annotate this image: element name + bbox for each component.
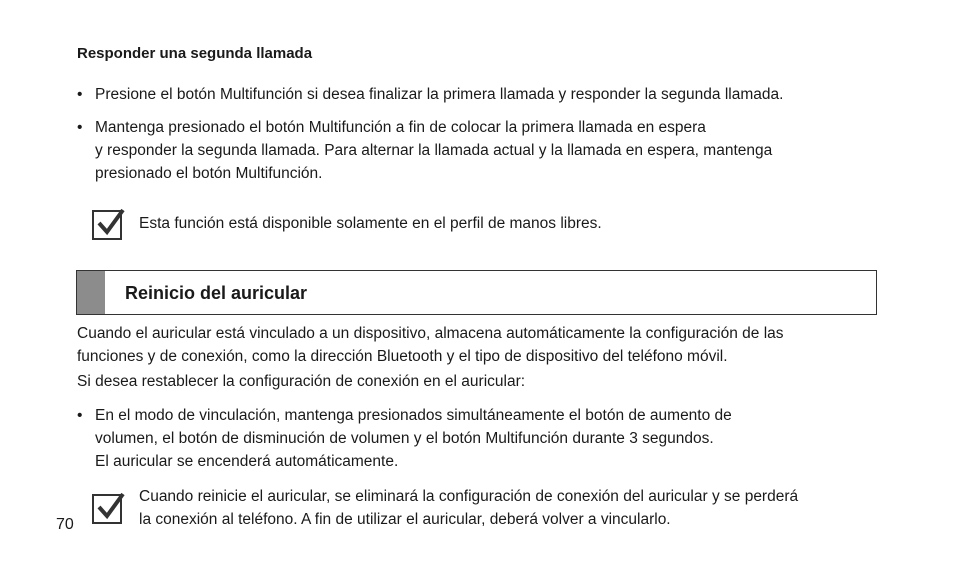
paragraph-line: Si desea restablecer la configuración de conexión en el auricular: xyxy=(77,373,526,390)
list-item-line: En el modo de vinculación, mantenga presionados simultáneamente el botón de aumento de xyxy=(95,407,732,424)
list-item-line: presionado el botón Multifunción. xyxy=(95,165,323,182)
bullet-marker: • xyxy=(77,407,83,424)
subsection-title: Responder una segunda llamada xyxy=(77,45,313,62)
note-line: Cuando reinicie el auricular, se eliminará la configuración de conexión del auricular y se perderá xyxy=(139,488,799,505)
bullet-marker: • xyxy=(77,86,83,103)
note-text: Esta función está disponible solamente en el perfil de manos libres. xyxy=(139,215,602,232)
section-tab-marker xyxy=(77,271,105,314)
list-item-line: volumen, el botón de disminución de volumen y el botón Multifunción durante 3 segundos. xyxy=(95,430,714,447)
list-item-line: Mantenga presionado el botón Multifunción a fin de colocar la primera llamada en espera xyxy=(95,119,706,136)
note-line: la conexión al teléfono. A fin de utilizar el auricular, deberá volver a vincularlo. xyxy=(139,511,671,528)
checkmark-icon xyxy=(92,494,122,524)
paragraph-line: funciones y de conexión, como la dirección Bluetooth y el tipo de dispositivo del teléfono móvil. xyxy=(77,348,728,365)
body-paragraph xyxy=(77,322,897,393)
list-item-text: Presione el botón Multifunción si desea finalizar la primera llamada y responder la segunda llamada. xyxy=(95,86,784,103)
note-text xyxy=(139,485,899,531)
section-title: Reinicio del auricular xyxy=(125,283,308,303)
section-header xyxy=(76,270,877,315)
paragraph-line: Cuando el auricular está vinculado a un dispositivo, almacena automáticamente la configuración de las xyxy=(77,325,784,342)
checkmark-icon xyxy=(92,210,122,240)
list-item-line: y responder la segunda llamada. Para alternar la llamada actual y la llamada en espera, mantenga xyxy=(95,142,773,159)
page-number: 70 xyxy=(56,516,74,533)
list-item-line: El auricular se encenderá automáticamente. xyxy=(95,453,399,470)
bullet-marker: • xyxy=(77,119,83,136)
